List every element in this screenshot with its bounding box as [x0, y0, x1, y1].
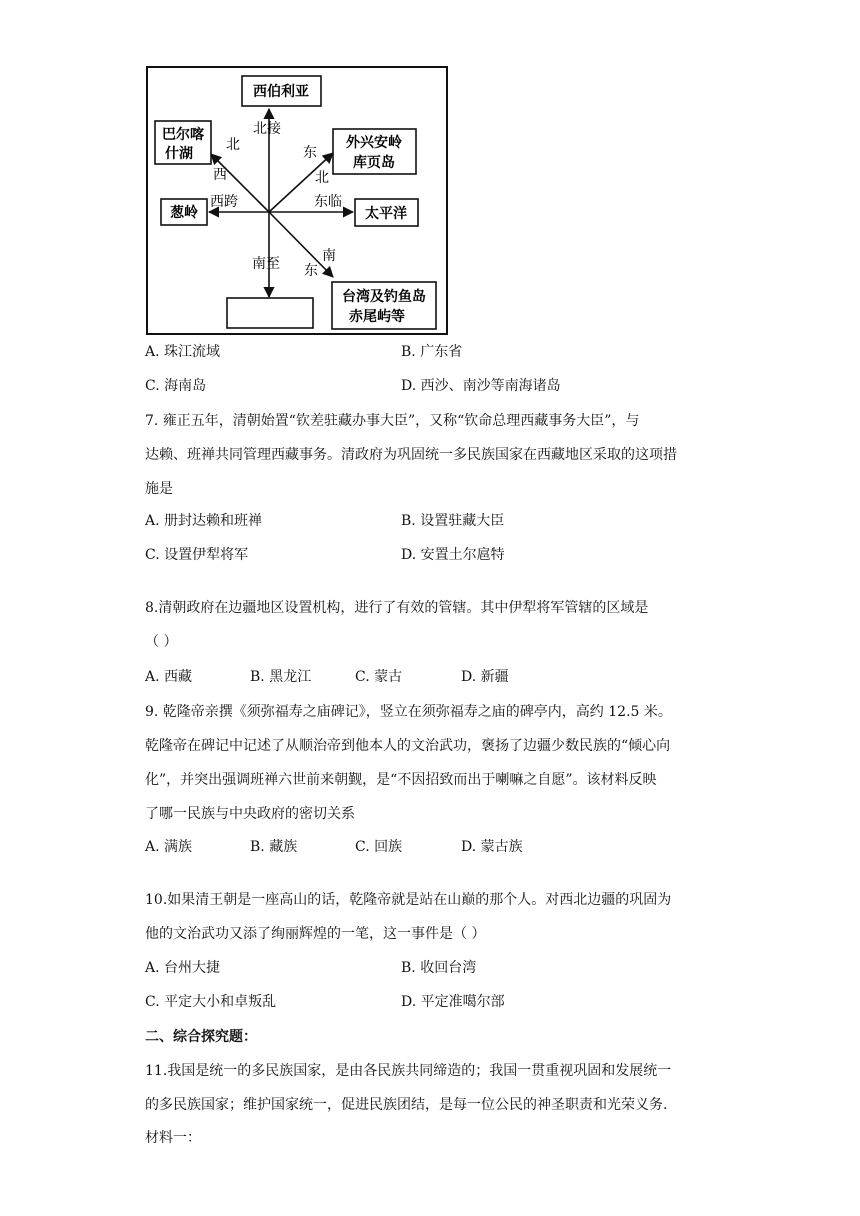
box-khingan-line1: 外兴安岭 — [346, 135, 402, 151]
q7-option-d[interactable]: D. 安置土尔扈特 — [401, 547, 505, 563]
box-balkhash-line2: 什湖 — [165, 146, 193, 162]
label-ne-1: 东 — [303, 145, 317, 161]
q7-stem-line-2: 达赖、班禅共同管理西藏事务。清政府为巩固统一多民族国家在西藏地区采取的这项措 — [145, 447, 677, 463]
q11-stem-line-2: 的多民族国家；维护国家统一，促进民族团结，是每一位公民的神圣职责和光荣义务. — [145, 1097, 668, 1113]
box-khingan-line2: 库页岛 — [353, 155, 395, 171]
q6-option-d[interactable]: D. 西沙、南沙等南海诸岛 — [401, 378, 561, 394]
q9-stem-line-1: 9. 乾隆帝亲撰《须弥福寿之庙碑记》，竖立在须弥福寿之庙的碑亭内，高约 12.5 米。 — [145, 704, 672, 720]
label-nw-2: 西 — [213, 167, 227, 183]
q11-stem-line-3: 材料一： — [145, 1130, 201, 1146]
label-north: 北接 — [253, 121, 281, 137]
label-ne-2: 北 — [315, 170, 329, 186]
q9-option-d[interactable]: D. 蒙古族 — [461, 839, 523, 855]
q8-option-a[interactable]: A. 西藏 — [145, 669, 193, 685]
box-pacific-label: 太平洋 — [365, 206, 407, 222]
q6-option-b[interactable]: B. 广东省 — [401, 344, 463, 360]
q7-option-a[interactable]: A. 册封达赖和班禅 — [145, 513, 263, 529]
box-congling-label: 葱岭 — [170, 205, 198, 221]
label-south: 南至 — [252, 256, 280, 272]
territory-diagram — [146, 66, 448, 336]
q7-stem-line-1: 7. 雍正五年，清朝始置“钦差驻藏办事大臣”，又称“钦命总理西藏事务大臣”，与 — [145, 413, 640, 429]
q7-option-c[interactable]: C. 设置伊犁将军 — [145, 547, 249, 563]
q9-stem-line-4: 了哪一民族与中央政府的密切关系 — [145, 806, 355, 822]
box-blank — [227, 298, 313, 328]
q7-stem-line-3: 施是 — [145, 481, 173, 497]
q10-option-c[interactable]: C. 平定大小和卓叛乱 — [145, 994, 277, 1010]
q7-option-b[interactable]: B. 设置驻藏大臣 — [401, 513, 505, 529]
label-se-2: 东 — [304, 263, 318, 279]
box-taiwan-line2: 赤尾屿等 — [349, 309, 405, 325]
q9-option-c[interactable]: C. 回族 — [355, 839, 403, 855]
q6-option-a[interactable]: A. 珠江流域 — [145, 344, 221, 360]
box-taiwan-line1: 台湾及钓鱼岛 — [342, 289, 426, 305]
section-heading-comprehensive: 二、综合探究题： — [145, 1029, 257, 1045]
q8-stem-line-2: （ ） — [145, 634, 178, 650]
label-east: 东临 — [314, 194, 342, 210]
q8-option-b[interactable]: B. 黑龙江 — [250, 669, 312, 685]
label-nw-1: 北 — [226, 137, 240, 153]
q9-stem-line-2: 乾隆帝在碑记中记述了从顺治帝到他本人的文治武功，褒扬了边疆少数民族的“倾心向 — [145, 738, 671, 754]
box-balkhash-line1: 巴尔喀 — [162, 127, 204, 143]
q9-option-b[interactable]: B. 藏族 — [250, 839, 298, 855]
q10-option-d[interactable]: D. 平定准噶尔部 — [401, 994, 505, 1010]
q11-stem-line-1: 11.我国是统一的多民族国家，是由各民族共同缔造的；我国一贯重视巩固和发展统一 — [145, 1063, 672, 1079]
q8-option-c[interactable]: C. 蒙古 — [355, 669, 403, 685]
q8-stem-line-1: 8.清朝政府在边疆地区设置机构，进行了有效的管辖。其中伊犁将军管辖的区域是 — [145, 600, 649, 616]
territory-diagram-svg — [146, 66, 448, 336]
q10-option-a[interactable]: A. 台州大捷 — [145, 960, 221, 976]
q9-stem-line-3: 化”，并突出强调班禅六世前来朝觐，是“不因招致而出于喇嘛之自愿”。该材料反映 — [145, 772, 657, 788]
label-west: 西跨 — [210, 194, 238, 210]
q6-option-c[interactable]: C. 海南岛 — [145, 378, 207, 394]
q10-stem-line-2: 他的文治武功又添了绚丽辉煌的一笔，这一事件是（ ） — [145, 926, 486, 942]
q10-option-b[interactable]: B. 收回台湾 — [401, 960, 477, 976]
label-se-1: 南 — [322, 248, 336, 264]
q10-stem-line-1: 10.如果清王朝是一座高山的话，乾隆帝就是站在山巅的那个人。对西北边疆的巩固为 — [145, 892, 672, 908]
box-siberia-label: 西伯利亚 — [253, 84, 309, 100]
q8-option-d[interactable]: D. 新疆 — [461, 669, 509, 685]
q9-option-a[interactable]: A. 满族 — [145, 839, 193, 855]
